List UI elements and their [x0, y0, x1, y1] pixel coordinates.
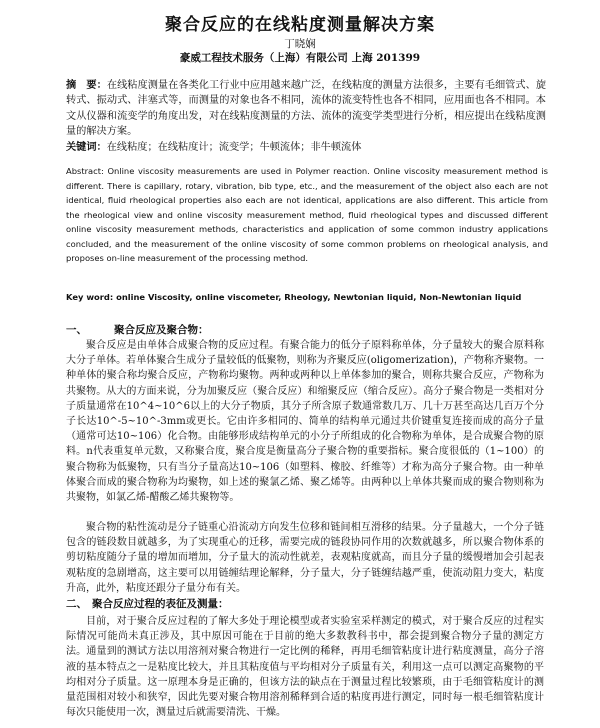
author-name: 丁晓娴: [284, 38, 316, 50]
english-abstract-label: Abstract:: [66, 166, 104, 176]
section-2-title: 聚合反应过程的表征及测量：: [92, 598, 229, 610]
english-keywords-label: Key word:: [66, 292, 114, 302]
paper-title: 聚合反应的在线粘度测量解决方案: [165, 15, 435, 35]
section-1-heading: [66, 322, 209, 337]
section-1-number: 一、: [66, 324, 87, 336]
chinese-abstract-text: 在线粘度测量在各类化工行业中应用越来越广泛，在线粘度的测量方法很多，主要有毛细管式、旋转式、振动式、沣塞式等，而测量的对象也各不相同，流体的流变特性也各不相同，应用面也各不相同。本文从仪器和流变学的角度出发，对在线粘度测量的方法、流体的流变学类型进行分析，相应提出在线粘度测量的解决方案。: [66, 80, 547, 137]
english-keywords: [66, 290, 548, 304]
chinese-keywords-text: 在线粘度；在线粘度计；流变学；牛顿流体；非牛顿流体: [106, 142, 362, 153]
section-2-number: 二、: [66, 598, 87, 610]
section-1-paragraph-1: 聚合反应是由单体合成聚合物的反应过程。有聚合能力的低分子原料称单体，分子量较大的聚合原料称大分子单体。若单体聚合生成分子量较低的低聚物，则称为齐聚反应(oligomerization)，产物称齐聚物。一种单体的聚合称均聚合反应，产物称均聚物。两种或两种以上单体参加的聚合，则称共聚合反应，产物称为共聚物。从大的方面来说，分为加聚反应（聚合反应）和缩聚反应（缩合反应）。高分子聚合物是一类相对分子质量通常在10^4~10^6以上的大分子物质，其分子所含原子数通常数几万、几十万甚至高达几百万个分子长达10^-5~10^-3mm或更长。它由许多相同的、简单的结构单元通过共价键重复连接而成的高分子量（通常可达10~106）化合物。由能够形成结构单元的小分子所组成的化合物称为单体，是合成聚合物的原料。n代表重复单元数，又称聚合度，聚合度是衡量高分子聚合物的重要指标。聚合度很低的（1~100）的聚合物称为低聚物，只有当分子量高达10~106（如塑料、橡胶、纤维等）才称为高分子聚合物。由一种单体聚合而成的聚合物称为均聚物，如上述的聚氯乙烯、聚乙烯等。由两种以上单体共聚而成的聚合物则称为共聚物，如氯乙烯-醋酸乙烯共聚物等。: [66, 340, 544, 504]
english-keywords-text: online Viscosity, online viscometer, Rheology, Newtonian liquid, Non-Newtonian liquid: [116, 292, 522, 302]
english-abstract-text: Online viscosity measurements are used in Polymer reaction. Online viscosity measurement method is different. There is capillary, rotary, vibration, bib type, etc., and the measurement of the object also each are not identical, fluid rheological properties also each are not identical, applications are also different. This article from the rheological view and online viscosity measurement method, fluid rheological types and discussed different online viscosity measurement methods, characteristics and application of some common industry applications concluded, and the measurement of the online viscosity of some common problems on rheological analysis, and proposes on-line measurement of the processing method.: [66, 166, 548, 263]
chinese-keywords-label: 关键词：: [66, 141, 107, 153]
chinese-abstract: [66, 78, 546, 139]
chinese-keywords: [66, 140, 546, 155]
section-2-paragraph-1: 目前，对于聚合反应过程的了解大多处于理论模型或者实验室采样测定的模式，对于聚合反应的过程实际情况可能尚未真正涉及，其中原因可能在于目前的绝大多数教科书中，都会提到聚合物分子量的测定方法。通量到的测试方法以用溶剂对聚合物进行一定比例的稀释，再用毛细管粘度计进行粘度测量，高分子溶液的基本特点之一是粘度比较大，并且其粘度值与平均相对分子质量有关，利用这一点可以测定高聚物的平均相对分子质量。这一原理本身是正确的，但该方法的缺点在于测量过程比较繁琐，由于毛细管粘度计的测量范围相对较小和狭窄，因此先要对聚合物用溶剂稀释到合适的粘度再进行测定，同时每一根毛细管粘度计每次只能使用一次，测量过后就需要清洗、干燥。: [66, 616, 544, 719]
chinese-abstract-label: 摘 要：: [66, 79, 107, 91]
section-1-title: 聚合反应及聚合物：: [114, 324, 209, 336]
section-2-heading: [66, 596, 229, 611]
english-abstract: [66, 164, 548, 266]
section-1-paragraph-2: 聚合物的粘性流动是分子链重心沿流动方向发生位移和链间相互滑移的结果。分子量越大，一个分子链包含的链段数目就越多，为了实现重心的迁移，需要完成的链段协同作用的次数就越多，所以聚合物体系的剪切粘度随分子量的增加而增加，分子量大的流动性就差，表观粘度就高，而且分子量的缓慢增加会引起表观粘度的急剧增高，这主要可以用链缠结理论解释，分子量大，分子链缠结越严重，使流动阻力变大，粘度升高，此外，粘度还跟分子量分布有关。: [66, 522, 544, 594]
author-affiliation: 豪威工程技术服务（上海）有限公司 上海 201399: [179, 52, 421, 64]
